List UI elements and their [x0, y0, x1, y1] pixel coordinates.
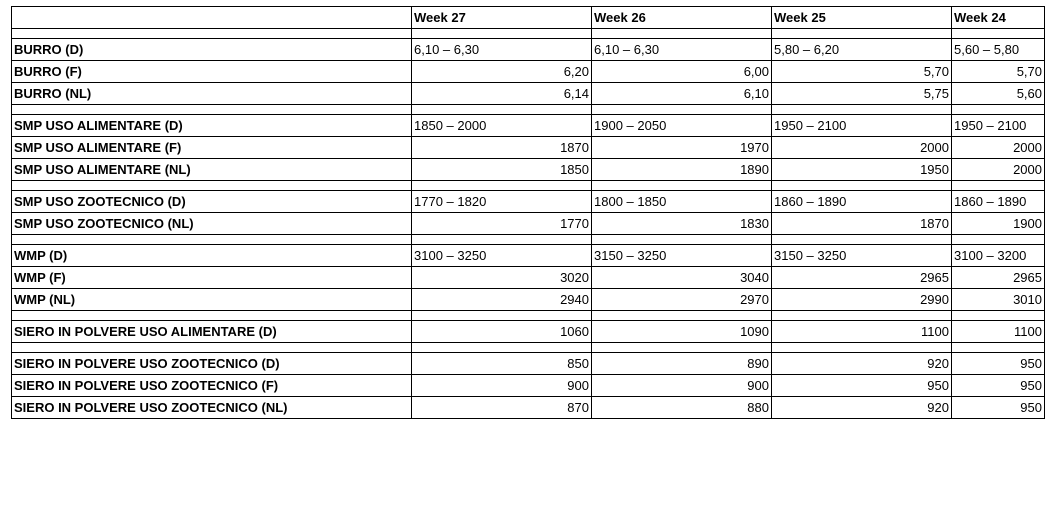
price-cell: 2990: [772, 289, 952, 311]
table-row: [12, 245, 1045, 267]
price-cell: 880: [592, 397, 772, 419]
row-label: SMP USO ALIMENTARE (F): [12, 137, 412, 159]
header-week-25: Week 25: [772, 7, 952, 29]
price-cell: 2965: [952, 267, 1045, 289]
spacer-cell: [412, 235, 592, 245]
spacer-cell: [772, 343, 952, 353]
price-cell: 1800 – 1850: [592, 191, 772, 213]
price-cell: 1950 – 2100: [772, 115, 952, 137]
spacer-cell: [412, 311, 592, 321]
table-row: [12, 397, 1045, 419]
price-cell: 900: [412, 375, 592, 397]
row-label: BURRO (F): [12, 61, 412, 83]
price-cell: 6,00: [592, 61, 772, 83]
price-cell: 2000: [952, 137, 1045, 159]
price-cell: 950: [952, 353, 1045, 375]
price-cell: 850: [412, 353, 592, 375]
price-cell: 1770 – 1820: [412, 191, 592, 213]
price-cell: 6,10 – 6,30: [412, 39, 592, 61]
header-week-27: Week 27: [412, 7, 592, 29]
table-row: [12, 289, 1045, 311]
price-cell: 1870: [772, 213, 952, 235]
table-row: [12, 375, 1045, 397]
spacer-cell: [412, 29, 592, 39]
price-cell: 1090: [592, 321, 772, 343]
row-label: SIERO IN POLVERE USO ZOOTECNICO (NL): [12, 397, 412, 419]
spacer-cell: [952, 343, 1045, 353]
header-week-26: Week 26: [592, 7, 772, 29]
spacer-cell: [592, 105, 772, 115]
row-label: WMP (F): [12, 267, 412, 289]
price-cell: 2000: [952, 159, 1045, 181]
price-cell: 1770: [412, 213, 592, 235]
table-row: [12, 213, 1045, 235]
spacer-cell: [952, 181, 1045, 191]
row-label: SMP USO ALIMENTARE (D): [12, 115, 412, 137]
price-cell: 6,10: [592, 83, 772, 105]
price-cell: 920: [772, 353, 952, 375]
table-row: [12, 267, 1045, 289]
spacer-cell: [592, 29, 772, 39]
spacer-row: [12, 311, 1045, 321]
price-cell: 5,60: [952, 83, 1045, 105]
table-row: [12, 353, 1045, 375]
table-row: [12, 137, 1045, 159]
price-cell: 900: [592, 375, 772, 397]
spacer-cell: [772, 235, 952, 245]
table-row: [12, 39, 1045, 61]
price-cell: 870: [412, 397, 592, 419]
price-cell: 950: [952, 375, 1045, 397]
price-cell: 5,60 – 5,80: [952, 39, 1045, 61]
row-label: SIERO IN POLVERE USO ZOOTECNICO (D): [12, 353, 412, 375]
spacer-cell: [592, 235, 772, 245]
price-cell: 6,20: [412, 61, 592, 83]
spacer-row: [12, 181, 1045, 191]
spacer-cell: [12, 311, 412, 321]
spacer-cell: [592, 181, 772, 191]
price-cell: 5,70: [952, 61, 1045, 83]
row-label: SMP USO ZOOTECNICO (D): [12, 191, 412, 213]
table-row: [12, 321, 1045, 343]
spacer-cell: [772, 105, 952, 115]
spacer-cell: [12, 235, 412, 245]
price-cell: 1860 – 1890: [952, 191, 1045, 213]
price-cell: 2970: [592, 289, 772, 311]
price-cell: 950: [952, 397, 1045, 419]
spacer-cell: [592, 311, 772, 321]
price-cell: 890: [592, 353, 772, 375]
spacer-cell: [772, 181, 952, 191]
spacer-cell: [412, 343, 592, 353]
price-cell: 3100 – 3250: [412, 245, 592, 267]
price-cell: 6,10 – 6,30: [592, 39, 772, 61]
price-cell: 2940: [412, 289, 592, 311]
price-table: [11, 6, 1045, 419]
spacer-cell: [952, 105, 1045, 115]
table-row: [12, 61, 1045, 83]
price-cell: 1100: [772, 321, 952, 343]
spacer-cell: [12, 343, 412, 353]
spacer-cell: [952, 311, 1045, 321]
table-row: [12, 159, 1045, 181]
header-row: [12, 7, 1045, 29]
price-cell: 5,80 – 6,20: [772, 39, 952, 61]
price-cell: 2000: [772, 137, 952, 159]
price-cell: 1830: [592, 213, 772, 235]
table-row: [12, 191, 1045, 213]
spacer-row: [12, 235, 1045, 245]
price-table-container: [11, 6, 1045, 419]
price-cell: 3010: [952, 289, 1045, 311]
price-cell: 2965: [772, 267, 952, 289]
header-corner-cell: [12, 7, 412, 29]
spacer-cell: [12, 181, 412, 191]
price-cell: 1900: [952, 213, 1045, 235]
price-cell: 5,75: [772, 83, 952, 105]
price-cell: 1950 – 2100: [952, 115, 1045, 137]
spacer-cell: [412, 105, 592, 115]
price-cell: 1100: [952, 321, 1045, 343]
price-cell: 1890: [592, 159, 772, 181]
price-cell: 6,14: [412, 83, 592, 105]
table-row: [12, 115, 1045, 137]
price-cell: 1850 – 2000: [412, 115, 592, 137]
price-cell: 3150 – 3250: [592, 245, 772, 267]
price-cell: 1970: [592, 137, 772, 159]
row-label: WMP (NL): [12, 289, 412, 311]
row-label: BURRO (NL): [12, 83, 412, 105]
spacer-cell: [412, 181, 592, 191]
spacer-cell: [952, 29, 1045, 39]
price-cell: 3020: [412, 267, 592, 289]
spacer-cell: [12, 29, 412, 39]
row-label: SMP USO ALIMENTARE (NL): [12, 159, 412, 181]
price-cell: 3040: [592, 267, 772, 289]
spacer-row: [12, 29, 1045, 39]
row-label: SIERO IN POLVERE USO ALIMENTARE (D): [12, 321, 412, 343]
spacer-cell: [952, 235, 1045, 245]
price-cell: 1870: [412, 137, 592, 159]
spacer-row: [12, 105, 1045, 115]
spacer-cell: [592, 343, 772, 353]
price-cell: 1850: [412, 159, 592, 181]
row-label: SIERO IN POLVERE USO ZOOTECNICO (F): [12, 375, 412, 397]
price-table-body: [12, 7, 1045, 419]
row-label: BURRO (D): [12, 39, 412, 61]
price-cell: 3100 – 3200: [952, 245, 1045, 267]
price-cell: 950: [772, 375, 952, 397]
price-cell: 1900 – 2050: [592, 115, 772, 137]
price-cell: 1950: [772, 159, 952, 181]
spacer-cell: [12, 105, 412, 115]
price-cell: 1860 – 1890: [772, 191, 952, 213]
price-cell: 3150 – 3250: [772, 245, 952, 267]
spacer-row: [12, 343, 1045, 353]
table-row: [12, 83, 1045, 105]
spacer-cell: [772, 311, 952, 321]
header-week-24: Week 24: [952, 7, 1045, 29]
row-label: SMP USO ZOOTECNICO (NL): [12, 213, 412, 235]
spacer-cell: [772, 29, 952, 39]
price-cell: 5,70: [772, 61, 952, 83]
price-cell: 920: [772, 397, 952, 419]
row-label: WMP (D): [12, 245, 412, 267]
price-cell: 1060: [412, 321, 592, 343]
